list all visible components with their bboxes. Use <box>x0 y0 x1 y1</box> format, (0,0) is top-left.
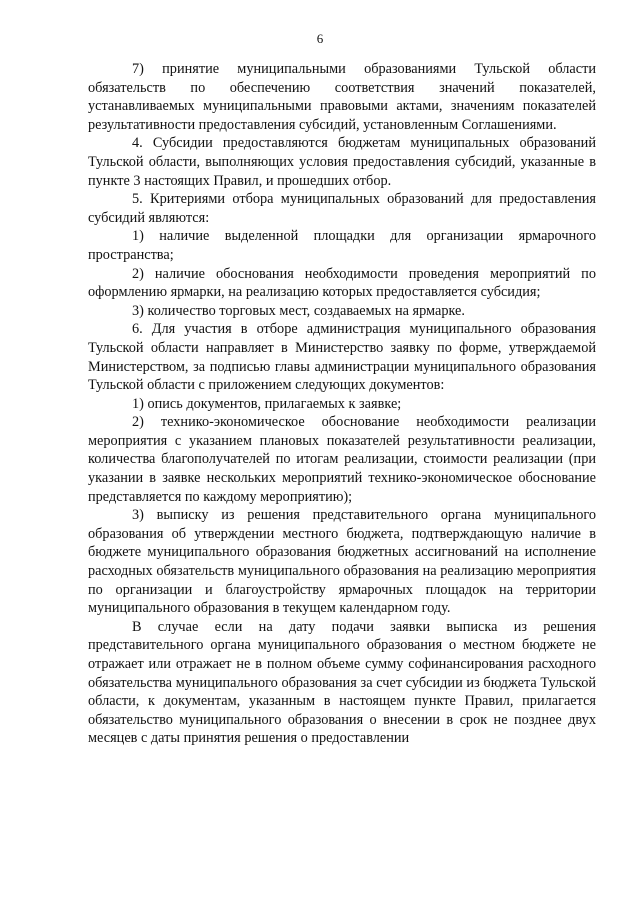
paragraph-budget-case: В случае если на дату подачи заявки выписка из решения представительного органа муниципального образования о местном бюджете не отражает или отражает не в полном объеме сумму софинансирования расходного обязательства муниципального образования за счет субсидии из бюджета Тульской области, к документам, указанным в настоящем пункте Правил, прилагается обязательство муниципального образования о внесении в срок не позднее двух месяцев с даты принятия решения о предоставлении <box>88 618 596 747</box>
paragraph-criterion-1: 1) наличие выделенной площадки для организации ярмарочного пространства; <box>88 228 596 263</box>
paragraph-section-6-application: 6. Для участия в отборе администрация муниципального образования Тульской области направляет в Министерство заявку по форме, утверждаемой Министерством, за подписью главы администрации муниципального образования Тульской области с приложением следующих документов: <box>88 321 596 394</box>
paragraph-criterion-2: 2) наличие обоснования необходимости проведения мероприятий по оформлению ярмарки, на реализацию которых предоставляется субсидия; <box>88 265 596 301</box>
page-number: 6 <box>316 31 324 46</box>
paragraph-document-3: 3) выписку из решения представительного органа муниципального образования об утверждении местного бюджета, подтверждающую наличие в бюджете муниципального образования бюджетных ассигнований на исполнение расходных обязательств муниципального образования на реализацию мероприятия по организации и благоустройству ярмарочных площадок на территории муниципального образования в текущем календарном году. <box>88 507 596 617</box>
paragraph-document-2: 2) технико-экономическое обоснование необходимости реализации мероприятия с указанием плановых показателей результативности реализации, количества благополучателей по итогам реализации, стоимости реализации (при указании в заявке нескольких мероприятий технико-экономическое обоснование представляется по каждому мероприятию); <box>88 414 596 505</box>
paragraph-section-5-criteria: 5. Критериями отбора муниципальных образований для предоставления субсидий являются: <box>88 191 596 226</box>
paragraph-item-7-obligations: 7) принятие муниципальными образованиями Тульской области обязательств по обеспечению соответствия значений показателей, устанавливаемых муниципальными правовыми актами, значениям показателей результативности предоставления субсидий, установленным Соглашениями. <box>88 61 596 133</box>
paragraph-criterion-3: 3) количество торговых мест, создаваемых на ярмарке. <box>132 302 465 319</box>
document-body <box>88 60 596 748</box>
paragraph-section-4-subsidies: 4. Субсидии предоставляются бюджетам муниципальных образований Тульской области, выполняющих условия предоставления субсидий, указанные в пункте 3 настоящих Правил, и прошедших отбор. <box>88 135 596 189</box>
paragraph-document-1: 1) опись документов, прилагаемых к заявке; <box>132 395 402 412</box>
